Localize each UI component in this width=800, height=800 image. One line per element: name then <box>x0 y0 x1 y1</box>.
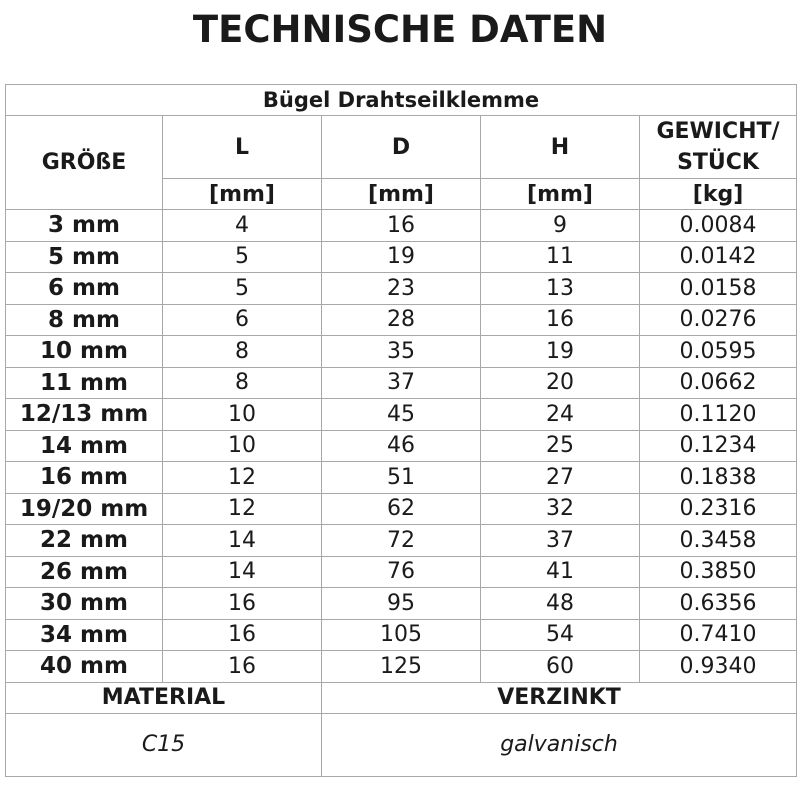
cell-l: 10 <box>163 430 322 462</box>
cell-l: 16 <box>163 651 322 683</box>
cell-d: 62 <box>322 493 481 525</box>
cell-h: 13 <box>481 273 640 305</box>
cell-l: 5 <box>163 241 322 273</box>
cell-h: 24 <box>481 399 640 431</box>
header-d: D <box>322 116 481 179</box>
cell-size: 10 mm <box>6 336 163 368</box>
cell-l: 4 <box>163 210 322 242</box>
cell-h: 25 <box>481 430 640 462</box>
cell-size: 22 mm <box>6 525 163 557</box>
cell-size: 11 mm <box>6 367 163 399</box>
cell-weight: 0.0595 <box>640 336 797 368</box>
table-row <box>6 430 797 462</box>
cell-d: 23 <box>322 273 481 305</box>
header-weight <box>640 116 797 179</box>
cell-h: 41 <box>481 556 640 588</box>
table-row <box>6 367 797 399</box>
table-row <box>6 525 797 557</box>
cell-weight: 0.0276 <box>640 304 797 336</box>
cell-l: 6 <box>163 304 322 336</box>
finish-value: galvanisch <box>322 713 797 776</box>
cell-l: 8 <box>163 336 322 368</box>
cell-d: 45 <box>322 399 481 431</box>
cell-weight: 0.1234 <box>640 430 797 462</box>
cell-h: 27 <box>481 462 640 494</box>
cell-l: 10 <box>163 399 322 431</box>
cell-weight: 0.0142 <box>640 241 797 273</box>
cell-d: 46 <box>322 430 481 462</box>
cell-l: 8 <box>163 367 322 399</box>
cell-d: 72 <box>322 525 481 557</box>
cell-l: 12 <box>163 462 322 494</box>
cell-weight: 0.0158 <box>640 273 797 305</box>
cell-h: 19 <box>481 336 640 368</box>
cell-l: 12 <box>163 493 322 525</box>
cell-h: 60 <box>481 651 640 683</box>
table-row <box>6 462 797 494</box>
cell-weight: 0.3850 <box>640 556 797 588</box>
cell-h: 32 <box>481 493 640 525</box>
cell-h: 9 <box>481 210 640 242</box>
finish-label: VERZINKT <box>322 682 797 713</box>
unit-weight: [kg] <box>640 179 797 210</box>
material-value: C15 <box>6 713 322 776</box>
cell-weight: 0.6356 <box>640 588 797 620</box>
header-weight-line2: STÜCK <box>677 150 759 175</box>
cell-d: 16 <box>322 210 481 242</box>
cell-h: 48 <box>481 588 640 620</box>
cell-d: 95 <box>322 588 481 620</box>
cell-d: 105 <box>322 619 481 651</box>
cell-size: 16 mm <box>6 462 163 494</box>
header-l: L <box>163 116 322 179</box>
cell-size: 34 mm <box>6 619 163 651</box>
cell-h: 54 <box>481 619 640 651</box>
table-row <box>6 241 797 273</box>
cell-size: 5 mm <box>6 241 163 273</box>
technical-data-table <box>5 84 797 777</box>
table-caption: Bügel Drahtseilklemme <box>6 85 797 116</box>
table-row <box>6 399 797 431</box>
cell-d: 28 <box>322 304 481 336</box>
cell-h: 37 <box>481 525 640 557</box>
cell-size: 30 mm <box>6 588 163 620</box>
cell-size: 3 mm <box>6 210 163 242</box>
cell-size: 26 mm <box>6 556 163 588</box>
cell-l: 14 <box>163 525 322 557</box>
unit-l: [mm] <box>163 179 322 210</box>
unit-h: [mm] <box>481 179 640 210</box>
table-row <box>6 493 797 525</box>
header-size: GRÖßE <box>6 116 163 210</box>
cell-size: 14 mm <box>6 430 163 462</box>
cell-weight: 0.3458 <box>640 525 797 557</box>
cell-d: 125 <box>322 651 481 683</box>
table-row <box>6 619 797 651</box>
cell-h: 11 <box>481 241 640 273</box>
cell-weight: 0.1838 <box>640 462 797 494</box>
cell-weight: 0.2316 <box>640 493 797 525</box>
cell-h: 20 <box>481 367 640 399</box>
page-title: TECHNISCHE DATEN <box>192 8 608 51</box>
cell-d: 51 <box>322 462 481 494</box>
table-row <box>6 588 797 620</box>
table-row <box>6 210 797 242</box>
cell-size: 8 mm <box>6 304 163 336</box>
unit-d: [mm] <box>322 179 481 210</box>
cell-d: 19 <box>322 241 481 273</box>
cell-d: 35 <box>322 336 481 368</box>
header-weight-line1: GEWICHT/ <box>656 119 780 144</box>
cell-size: 40 mm <box>6 651 163 683</box>
cell-weight: 0.7410 <box>640 619 797 651</box>
header-h: H <box>481 116 640 179</box>
cell-size: 12/13 mm <box>6 399 163 431</box>
cell-l: 16 <box>163 588 322 620</box>
table-row <box>6 273 797 305</box>
cell-weight: 0.0084 <box>640 210 797 242</box>
cell-weight: 0.0662 <box>640 367 797 399</box>
cell-l: 16 <box>163 619 322 651</box>
cell-weight: 0.9340 <box>640 651 797 683</box>
cell-h: 16 <box>481 304 640 336</box>
cell-size: 6 mm <box>6 273 163 305</box>
cell-l: 14 <box>163 556 322 588</box>
cell-size: 19/20 mm <box>6 493 163 525</box>
table-row <box>6 651 797 683</box>
cell-d: 37 <box>322 367 481 399</box>
table-row <box>6 556 797 588</box>
table-row <box>6 336 797 368</box>
table-row <box>6 304 797 336</box>
cell-weight: 0.1120 <box>640 399 797 431</box>
cell-d: 76 <box>322 556 481 588</box>
cell-l: 5 <box>163 273 322 305</box>
material-label: MATERIAL <box>6 682 322 713</box>
